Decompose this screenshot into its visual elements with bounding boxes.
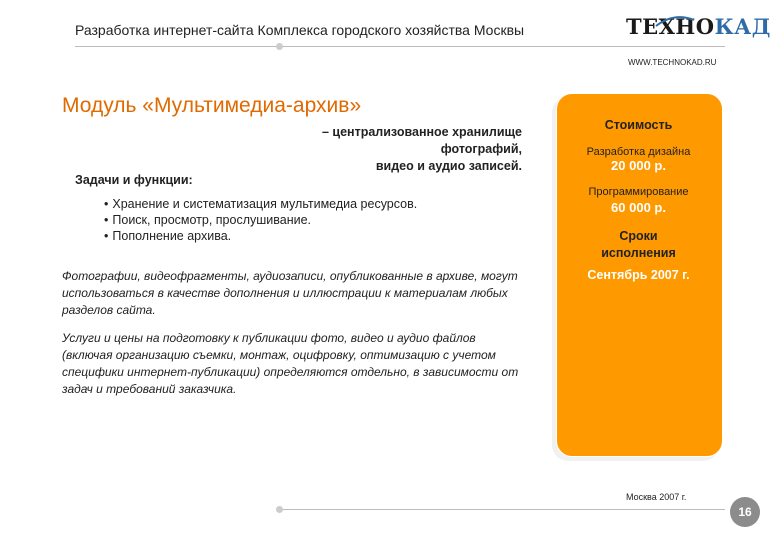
cost-title: Стоимость bbox=[604, 118, 673, 132]
deadline-value: Сентябрь 2007 г. bbox=[587, 268, 690, 282]
tasks-list bbox=[104, 196, 417, 244]
module-title: Модуль «Мультимедиа-архив» bbox=[62, 94, 362, 117]
logo-swoosh-icon bbox=[654, 14, 696, 30]
module-subtitle-line-1: – централизованное хранилище фотографий, bbox=[321, 125, 522, 156]
paragraph-usage: Фотографии, видеофрагменты, аудиозаписи, опубликованные в архиве, могут использоваться в качестве дополнения и иллюстрации к материалам любых разделов сайта. bbox=[62, 269, 518, 317]
deadline-title bbox=[556, 228, 721, 262]
list-item-text: Поиск, просмотр, прослушивание. bbox=[112, 213, 312, 227]
header-rule-dot bbox=[276, 43, 283, 50]
page-number-badge: 16 bbox=[730, 497, 760, 527]
tasks-heading: Задачи и функции: bbox=[75, 173, 193, 187]
footer-rule-dot bbox=[276, 506, 283, 513]
logo-part-2: КАД bbox=[714, 14, 771, 39]
deadline-title-line-2: исполнения bbox=[601, 246, 676, 260]
programming-label: Программирование bbox=[588, 186, 689, 198]
footer-city: Москва 2007 г. bbox=[626, 492, 687, 502]
list-item bbox=[104, 196, 417, 212]
header-rule bbox=[75, 46, 725, 47]
module-subtitle bbox=[260, 124, 522, 175]
paragraph-services: Услуги и цены на подготовку к публикации фото, видео и аудио файлов (включая организацию съемки, монтаж, оцифровку, оптимизацию с учетом специфики интернет-публикации) определяются отдельно, в зависимости от задач и требований заказчика. bbox=[62, 331, 519, 396]
module-subtitle-line-2: видео и аудио записей. bbox=[375, 159, 522, 173]
bullet-icon: • bbox=[104, 213, 109, 227]
footer-rule bbox=[276, 509, 725, 510]
programming-price: 60 000 р. bbox=[611, 200, 666, 215]
deadline-title-line-1: Сроки bbox=[619, 229, 658, 243]
list-item-text: Пополнение архива. bbox=[112, 229, 232, 243]
list-item bbox=[104, 228, 417, 244]
site-url: WWW.TECHNOKAD.RU bbox=[628, 58, 717, 67]
logo-part-1: ТЕХНО bbox=[626, 14, 715, 39]
list-item-text: Хранение и систематизация мультимедиа ресурсов. bbox=[112, 197, 418, 211]
logo bbox=[626, 14, 771, 39]
design-price: 20 000 р. bbox=[611, 158, 666, 173]
bullet-icon: • bbox=[104, 197, 109, 211]
header-title: Разработка интернет-сайта Комплекса городского хозяйства Москвы bbox=[75, 22, 525, 38]
bullet-icon: • bbox=[104, 229, 109, 243]
list-item bbox=[104, 212, 417, 228]
design-label: Разработка дизайна bbox=[586, 146, 691, 158]
